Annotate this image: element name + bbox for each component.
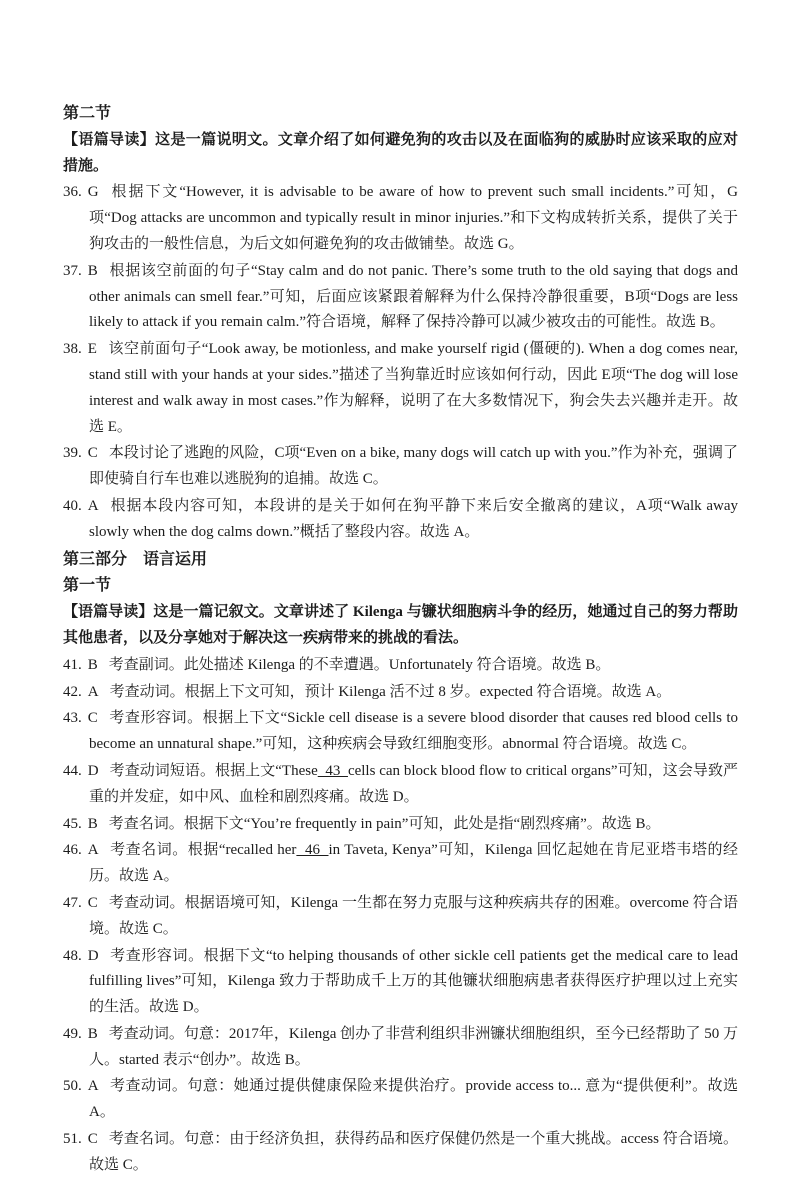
part3-genre-intro <box>63 600 738 652</box>
item-explanation: 根据该空前面的句子“Stay calm and do not panic. There’s some truth to the old saying that dogs and other animals can smell fear.”可知，后面应该紧跟着解释为什么保持冷静很重要，B项“Dogs are less likely to attack if you remain calm.”符合语境，解释了保持冷静可以减少被攻击的可能性。故选 B。 <box>89 262 738 331</box>
section2-heading: 第二节 <box>63 105 112 122</box>
item-explanation: 根据下文“However, it is advisable to be aware of how to prevent such small incidents.”可知，G项“Dog attacks are uncommon and typically result in minor injuries.”和下文构成转折关系，提供了关于狗攻击的一般性信息，为后文如何避免狗的攻击做铺垫。故选 G。 <box>89 184 738 252</box>
answer-item-39 <box>63 441 738 493</box>
item-number: 44. <box>63 762 82 779</box>
item-explanation: 考查动词。句意：她通过提供健康保险来提供治疗。provide access to... 意为“提供便利”。故选 A。 <box>89 1078 738 1121</box>
item-answer: A <box>87 842 99 859</box>
part3-section1-heading: 第一节 <box>63 577 112 595</box>
section2-genre-intro <box>63 128 738 180</box>
answer-item-50 <box>63 1074 738 1126</box>
item-number: 39. <box>63 445 82 462</box>
item-number: 40. <box>63 497 82 514</box>
item-answer: A <box>87 683 99 700</box>
answer-item-37 <box>63 259 738 336</box>
item-answer: D <box>87 947 99 964</box>
answer-item-36 <box>63 180 738 257</box>
item-explanation <box>89 763 738 805</box>
item-answer: G <box>87 184 99 201</box>
item-answer: C <box>87 710 98 727</box>
item-explanation: 根据本段内容可知，本段讲的是关于如何在狗平静下来后安全撤离的建议，A项“Walk away slowly when the dog calms down.”概括了整段内容。故选 A。 <box>89 497 738 540</box>
item-number: 41. <box>63 656 82 673</box>
item-number: 37. <box>63 262 82 279</box>
item-explanation: 本段讨论了逃跑的风险，C项“Even on a bike, many dogs will catch up with you.”作为补充，强调了即使骑自行车也难以逃脱狗的追捕。故选 C。 <box>89 445 738 488</box>
item-number: 50. <box>63 1078 82 1095</box>
intro-label: 【语篇导读】 <box>63 604 154 621</box>
item-number: 46. <box>63 842 82 859</box>
answer-item-41 <box>63 653 738 679</box>
item-answer: B <box>87 262 98 279</box>
item-number: 38. <box>63 341 82 358</box>
item-number: 51. <box>63 1131 82 1148</box>
answer-item-42 <box>63 680 738 706</box>
item-explanation <box>89 842 738 884</box>
item-answer: B <box>87 656 98 673</box>
answer-item-49 <box>63 1022 738 1074</box>
cloze-blank: 46 <box>296 842 329 859</box>
part3-heading: 第三部分 语言运用 <box>63 550 208 568</box>
item-number: 42. <box>63 683 82 700</box>
answer-item-43 <box>63 706 738 758</box>
answer-item-45 <box>63 812 738 838</box>
answer-item-46 <box>63 838 738 890</box>
intro-text: 这是一篇说明文。文章介绍了如何避免狗的攻击以及在面临狗的威胁时应该采取的应对措施。 <box>63 131 738 174</box>
item-explanation: 考查动词。根据上下文可知，预计 Kilenga 活不过 8 岁。expected 符合语境。故选 A。 <box>109 683 672 700</box>
answer-item-40 <box>63 494 738 546</box>
answer-item-47 <box>63 891 738 943</box>
explanation-after-blank: cells can block blood flow to critical organs”可知，这会导致严重的并发症，如中风、血栓和剧烈疼痛。故选 D。 <box>89 762 738 805</box>
item-explanation: 该空前面句子“Look away, be motionless, and make yourself rigid (僵硬的). When a dog comes near, stand still with your hands at your sides.”描述了当狗靠近时应该如何行动，因此 E项“The dog will lose interest and walk away in most cases.”作为解释，说明了在大多数情况下，狗会失去兴趣并走开。故选 E。 <box>89 341 738 435</box>
item-number: 49. <box>63 1025 82 1042</box>
item-answer: E <box>87 341 97 358</box>
answer-item-48 <box>63 944 738 1021</box>
item-answer: D <box>87 762 99 779</box>
explanation-before-blank: 考查动词短语。根据上文“These <box>109 762 318 779</box>
answer-item-44 <box>63 759 738 811</box>
item-number: 47. <box>63 894 82 911</box>
item-answer: B <box>87 1025 98 1042</box>
item-explanation: 考查名词。根据下文“You’re frequently in pain”可知，此处是指“剧烈疼痛”。故选 B。 <box>108 815 661 832</box>
answer-item-38 <box>63 337 738 440</box>
item-number: 43. <box>63 710 82 727</box>
item-explanation: 考查形容词。根据下文“to helping thousands of other sickle cell patients get the medical care to lead fulfilling lives”可知，Kilenga 致力于帮助成千上万的其他镰状细胞病患者获得医疗护理以过上充实的生活。故选 D。 <box>89 947 738 1016</box>
item-explanation: 考查动词。句意：2017年，Kilenga 创办了非营利组织非洲镰状细胞组织，至今已经帮助了 50 万人。started 表示“创办”。故选 B。 <box>89 1025 738 1068</box>
item-answer: A <box>87 1078 99 1095</box>
item-explanation: 考查名词。句意：由于经济负担，获得药品和医疗保健仍然是一个重大挑战。access 符合语境。故选 C。 <box>89 1131 738 1173</box>
item-number: 48. <box>63 947 82 964</box>
item-explanation: 考查副词。此处描述 Kilenga 的不幸遭遇。Unfortunately 符合语境。故选 B。 <box>108 656 611 673</box>
answer-item-51 <box>63 1127 738 1179</box>
explanation-after-blank: in Taveta, Kenya”可知，Kilenga 回忆起她在肯尼亚塔韦塔的经历。故选 A。 <box>89 842 739 885</box>
item-answer: C <box>87 894 98 911</box>
item-number: 45. <box>63 815 82 832</box>
intro-label: 【语篇导读】 <box>63 131 156 148</box>
cloze-blank: 43 <box>317 762 348 779</box>
item-answer: A <box>87 497 99 514</box>
explanation-before-blank: 考查名词。根据“recalled her <box>109 842 297 859</box>
item-answer: C <box>87 1131 98 1148</box>
item-explanation: 考查动词。根据语境可知，Kilenga 一生都在努力克服与这种疾病共存的困难。overcome 符合语境。故选 C。 <box>89 894 738 937</box>
item-number: 36. <box>63 184 82 201</box>
item-answer: B <box>87 815 98 832</box>
intro-text: 这是一篇记叙文。文章讲述了 Kilenga 与镰状细胞病斗争的经历，她通过自己的努力帮助其他患者，以及分享她对于解决这一疾病带来的挑战的看法。 <box>63 604 738 646</box>
item-answer: C <box>87 445 98 462</box>
item-explanation: 考查形容词。根据上下文“Sickle cell disease is a severe blood disorder that causes red blood cells to become an unnatural shape.”可知，这种疾病会导致红细胞变形。abnormal 符合语境。故选 C。 <box>89 710 738 753</box>
